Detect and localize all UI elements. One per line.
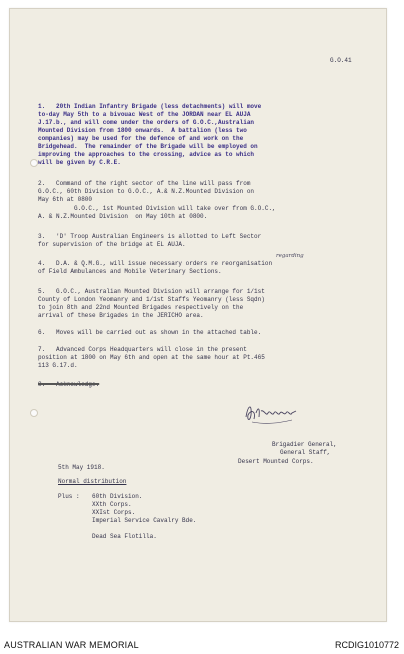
distribution-plus: Plus :: [58, 493, 80, 500]
para6-line: 6. Moves will be carried out as shown in the attached table.: [38, 329, 262, 336]
para1-line: will be given by C.R.E.: [38, 159, 121, 166]
para1-line: companies) may be used for the defence of and work on the: [38, 135, 244, 142]
distribution-item: XXIst Corps.: [92, 509, 136, 516]
acknowledge-struck: 8. Acknowledge.: [38, 381, 100, 388]
para5-line: County of London Yeomanry and 1/1st Staffs Yeomanry (less Sqdn): [38, 296, 265, 303]
signature-rank: Brigadier General,: [272, 441, 337, 448]
punch-holes: [30, 9, 36, 621]
signature-corps: Desert Mounted Corps.: [238, 458, 314, 465]
para2-line: A. & N.Z.Mounted Division on May 10th at 0800.: [38, 213, 208, 220]
para1-line: to-day May 5th to a bivouac West of the JORDAN near EL AUJA: [38, 111, 251, 118]
para1-line: Bridgehead. The remainder of the Brigade will be employed on: [38, 143, 258, 150]
handwritten-signature: [242, 395, 300, 429]
para2-line: G.O.C., 60th Division to G.O.C., A.& N.Z.Mounted Division on: [38, 188, 255, 195]
para1-line: 1. 20th Indian Infantry Brigade (less detachments) will move: [38, 103, 262, 110]
handwritten-insert: regarding: [276, 253, 304, 259]
para4-line: 4. D.A. & Q.M.G., will issue necessary orders re reorganisation: [38, 260, 273, 267]
signature-staff: General Staff,: [280, 449, 331, 456]
para1-line: J.17.b., and will come under the orders of G.O.C.,Australian: [38, 119, 255, 126]
document-date: 5th May 1918.: [58, 464, 105, 471]
document-sheet: [9, 8, 387, 622]
para5-line: 5. G.O.C., Australian Mounted Division will arrange for 1/1st: [38, 288, 265, 295]
para2-line: May 6th at 0800: [38, 196, 93, 203]
distribution-item: Imperial Service Cavalry Bde.: [92, 517, 197, 524]
para1-line: improving the approaches to the crossing, advice as to which: [38, 151, 255, 158]
para7-line: 7. Advanced Corps Headquarters will close in the present: [38, 346, 247, 353]
document-ref: G.O.41: [330, 57, 352, 64]
para3-line: for supervision of the bridge at EL AUJA.: [38, 241, 186, 248]
punch-hole: [30, 409, 38, 417]
distribution-heading: Normal distribution: [58, 478, 127, 485]
para4-line: of Field Ambulances and Mobile Veterinary Sections.: [38, 268, 222, 275]
para2-line: 2. Command of the right sector of the line will pass from: [38, 180, 251, 187]
para7-line: position at 1800 on May 6th and open at the same hour at Pt.465: [38, 354, 265, 361]
para5-line: to join 8th and 22nd Mounted Brigades respectively on the: [38, 304, 244, 311]
para3-line: 3. 'D' Troop Australian Engineers is allotted to Left Sector: [38, 233, 262, 240]
record-id: RCDIG1010772: [334, 640, 399, 650]
para5-line: arrival of these Brigades in the JERICHO area.: [38, 312, 204, 319]
distribution-item: Dead Sea Flotilla.: [92, 533, 157, 540]
para2-line: G.O.C., 1st Mounted Division will take over from G.O.C.,: [38, 205, 276, 212]
para1-line: Mounted Division from 1800 onwards. A battalion (less two: [38, 127, 247, 134]
distribution-item: 60th Division.: [92, 493, 143, 500]
source-caption: AUSTRALIAN WAR MEMORIAL: [4, 640, 139, 650]
para7-line: 113 G.17.d.: [38, 362, 78, 369]
distribution-item: XXth Corps.: [92, 501, 132, 508]
punch-hole: [30, 159, 38, 167]
